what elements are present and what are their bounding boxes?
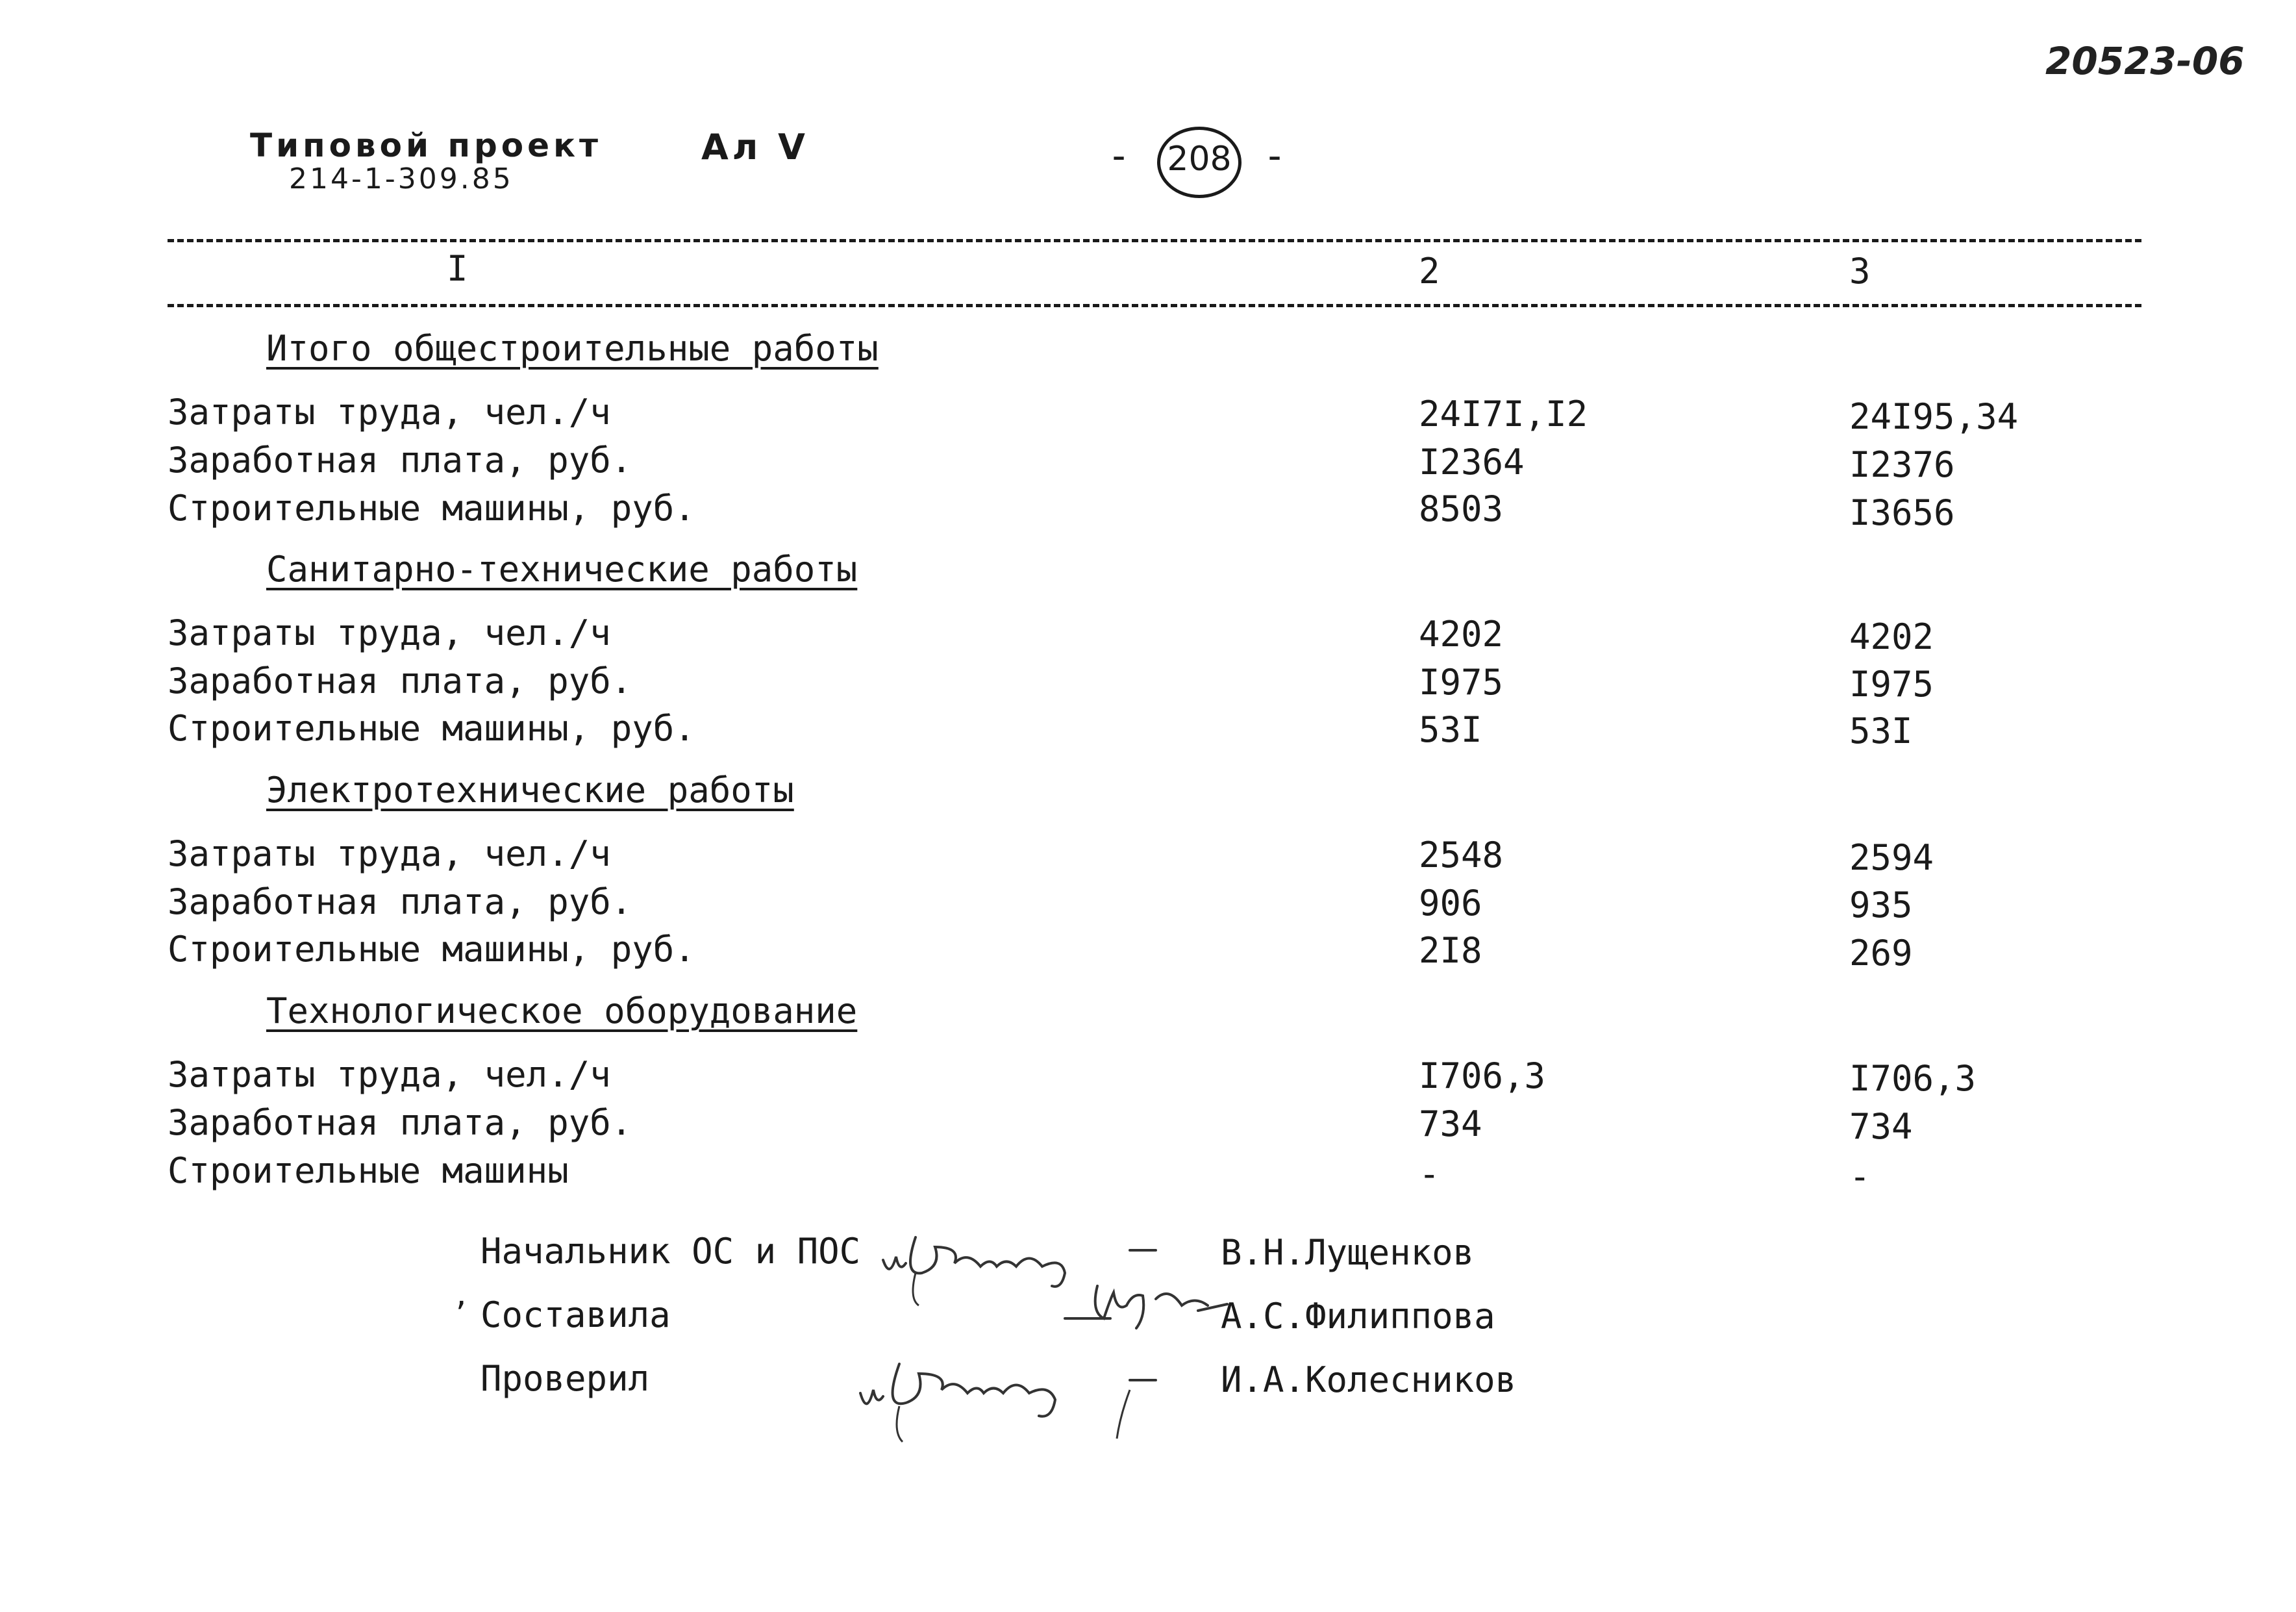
row-label: Затраты труда, чел./ч (168, 612, 611, 653)
row-value-col3: I2376 (1849, 444, 1955, 485)
row-value-col3: 935 (1849, 885, 1913, 926)
signature-name: В.Н.Лущенков (1221, 1232, 1475, 1273)
row-label: Затраты труда, чел./ч (168, 392, 611, 433)
row-value-col3: - (1849, 1156, 1871, 1197)
section-title: Технологическое оборудование (266, 990, 858, 1031)
album-number: Ал V (701, 127, 809, 168)
row-value-col2: I2364 (1419, 442, 1525, 483)
column-header-3: 3 (1849, 251, 1871, 292)
signature-tick: ʼ (452, 1296, 469, 1329)
page-dash-right: - (1263, 133, 1287, 179)
column-header-2: 2 (1419, 251, 1440, 292)
row-label: Заработная плата, руб. (168, 440, 632, 481)
signature-name: И.А.Колесников (1221, 1359, 1517, 1400)
signature-role: Составила (480, 1294, 671, 1335)
archive-number: 20523-06 (2045, 39, 2245, 83)
row-label: Затраты труда, чел./ч (168, 1054, 611, 1095)
row-value-col2: I706,3 (1419, 1055, 1546, 1096)
signature-role: Проверил (480, 1358, 650, 1399)
section-title: Итого общестроительные работы (266, 328, 879, 369)
project-stamp-title: Типовой проект (250, 127, 602, 164)
page-number: 208 (1167, 140, 1232, 179)
row-value-col2: 2548 (1419, 835, 1504, 875)
row-label: Затраты труда, чел./ч (168, 833, 611, 874)
row-label: Строительные машины, руб. (168, 708, 695, 749)
row-value-col2: 906 (1419, 883, 1482, 924)
row-value-col2: 53I (1419, 709, 1482, 750)
section-title: Санитарно-технические работы (266, 549, 858, 590)
row-label: Строительные машины, руб. (168, 488, 695, 529)
row-value-col3: I3656 (1849, 492, 1955, 533)
row-value-col3: I975 (1849, 664, 1934, 705)
signature-role: Начальник ОС и ПОС (480, 1231, 861, 1272)
row-label: Заработная плата, руб. (168, 881, 632, 922)
row-value-col2: 734 (1419, 1103, 1482, 1144)
row-value-col2: - (1419, 1153, 1440, 1194)
row-value-col2: 4202 (1419, 614, 1504, 655)
handwritten-signature-compiler (1058, 1273, 1234, 1344)
section-title: Электротехнические работы (266, 770, 794, 811)
row-value-col3: 2594 (1849, 837, 1934, 878)
row-value-col3: I706,3 (1849, 1058, 1977, 1099)
row-value-col3: 734 (1849, 1106, 1913, 1147)
row-label: Строительные машины (168, 1150, 569, 1191)
row-value-col3: 53I (1849, 711, 1913, 751)
column-header-1: I (447, 248, 468, 289)
header-rule-top (168, 239, 2141, 242)
project-stamp-number: 214-1-309.85 (289, 162, 514, 195)
row-value-col2: I975 (1419, 662, 1504, 703)
row-value-col2: 24I7I,I2 (1419, 394, 1588, 434)
row-value-col3: 4202 (1849, 616, 1934, 657)
signature-name: А.С.Филиппова (1221, 1296, 1495, 1337)
row-value-col3: 269 (1849, 933, 1913, 974)
row-value-col2: 2I8 (1419, 930, 1482, 971)
row-label: Строительные машины, руб. (168, 929, 695, 970)
row-label: Заработная плата, руб. (168, 661, 632, 701)
handwritten-signature-checker (844, 1338, 1182, 1448)
header-rule-bottom (168, 304, 2141, 307)
row-value-col3: 24I95,34 (1849, 396, 2019, 437)
row-value-col2: 8503 (1419, 488, 1504, 529)
page-dash-left: - (1107, 133, 1131, 179)
row-label: Заработная плата, руб. (168, 1102, 632, 1143)
